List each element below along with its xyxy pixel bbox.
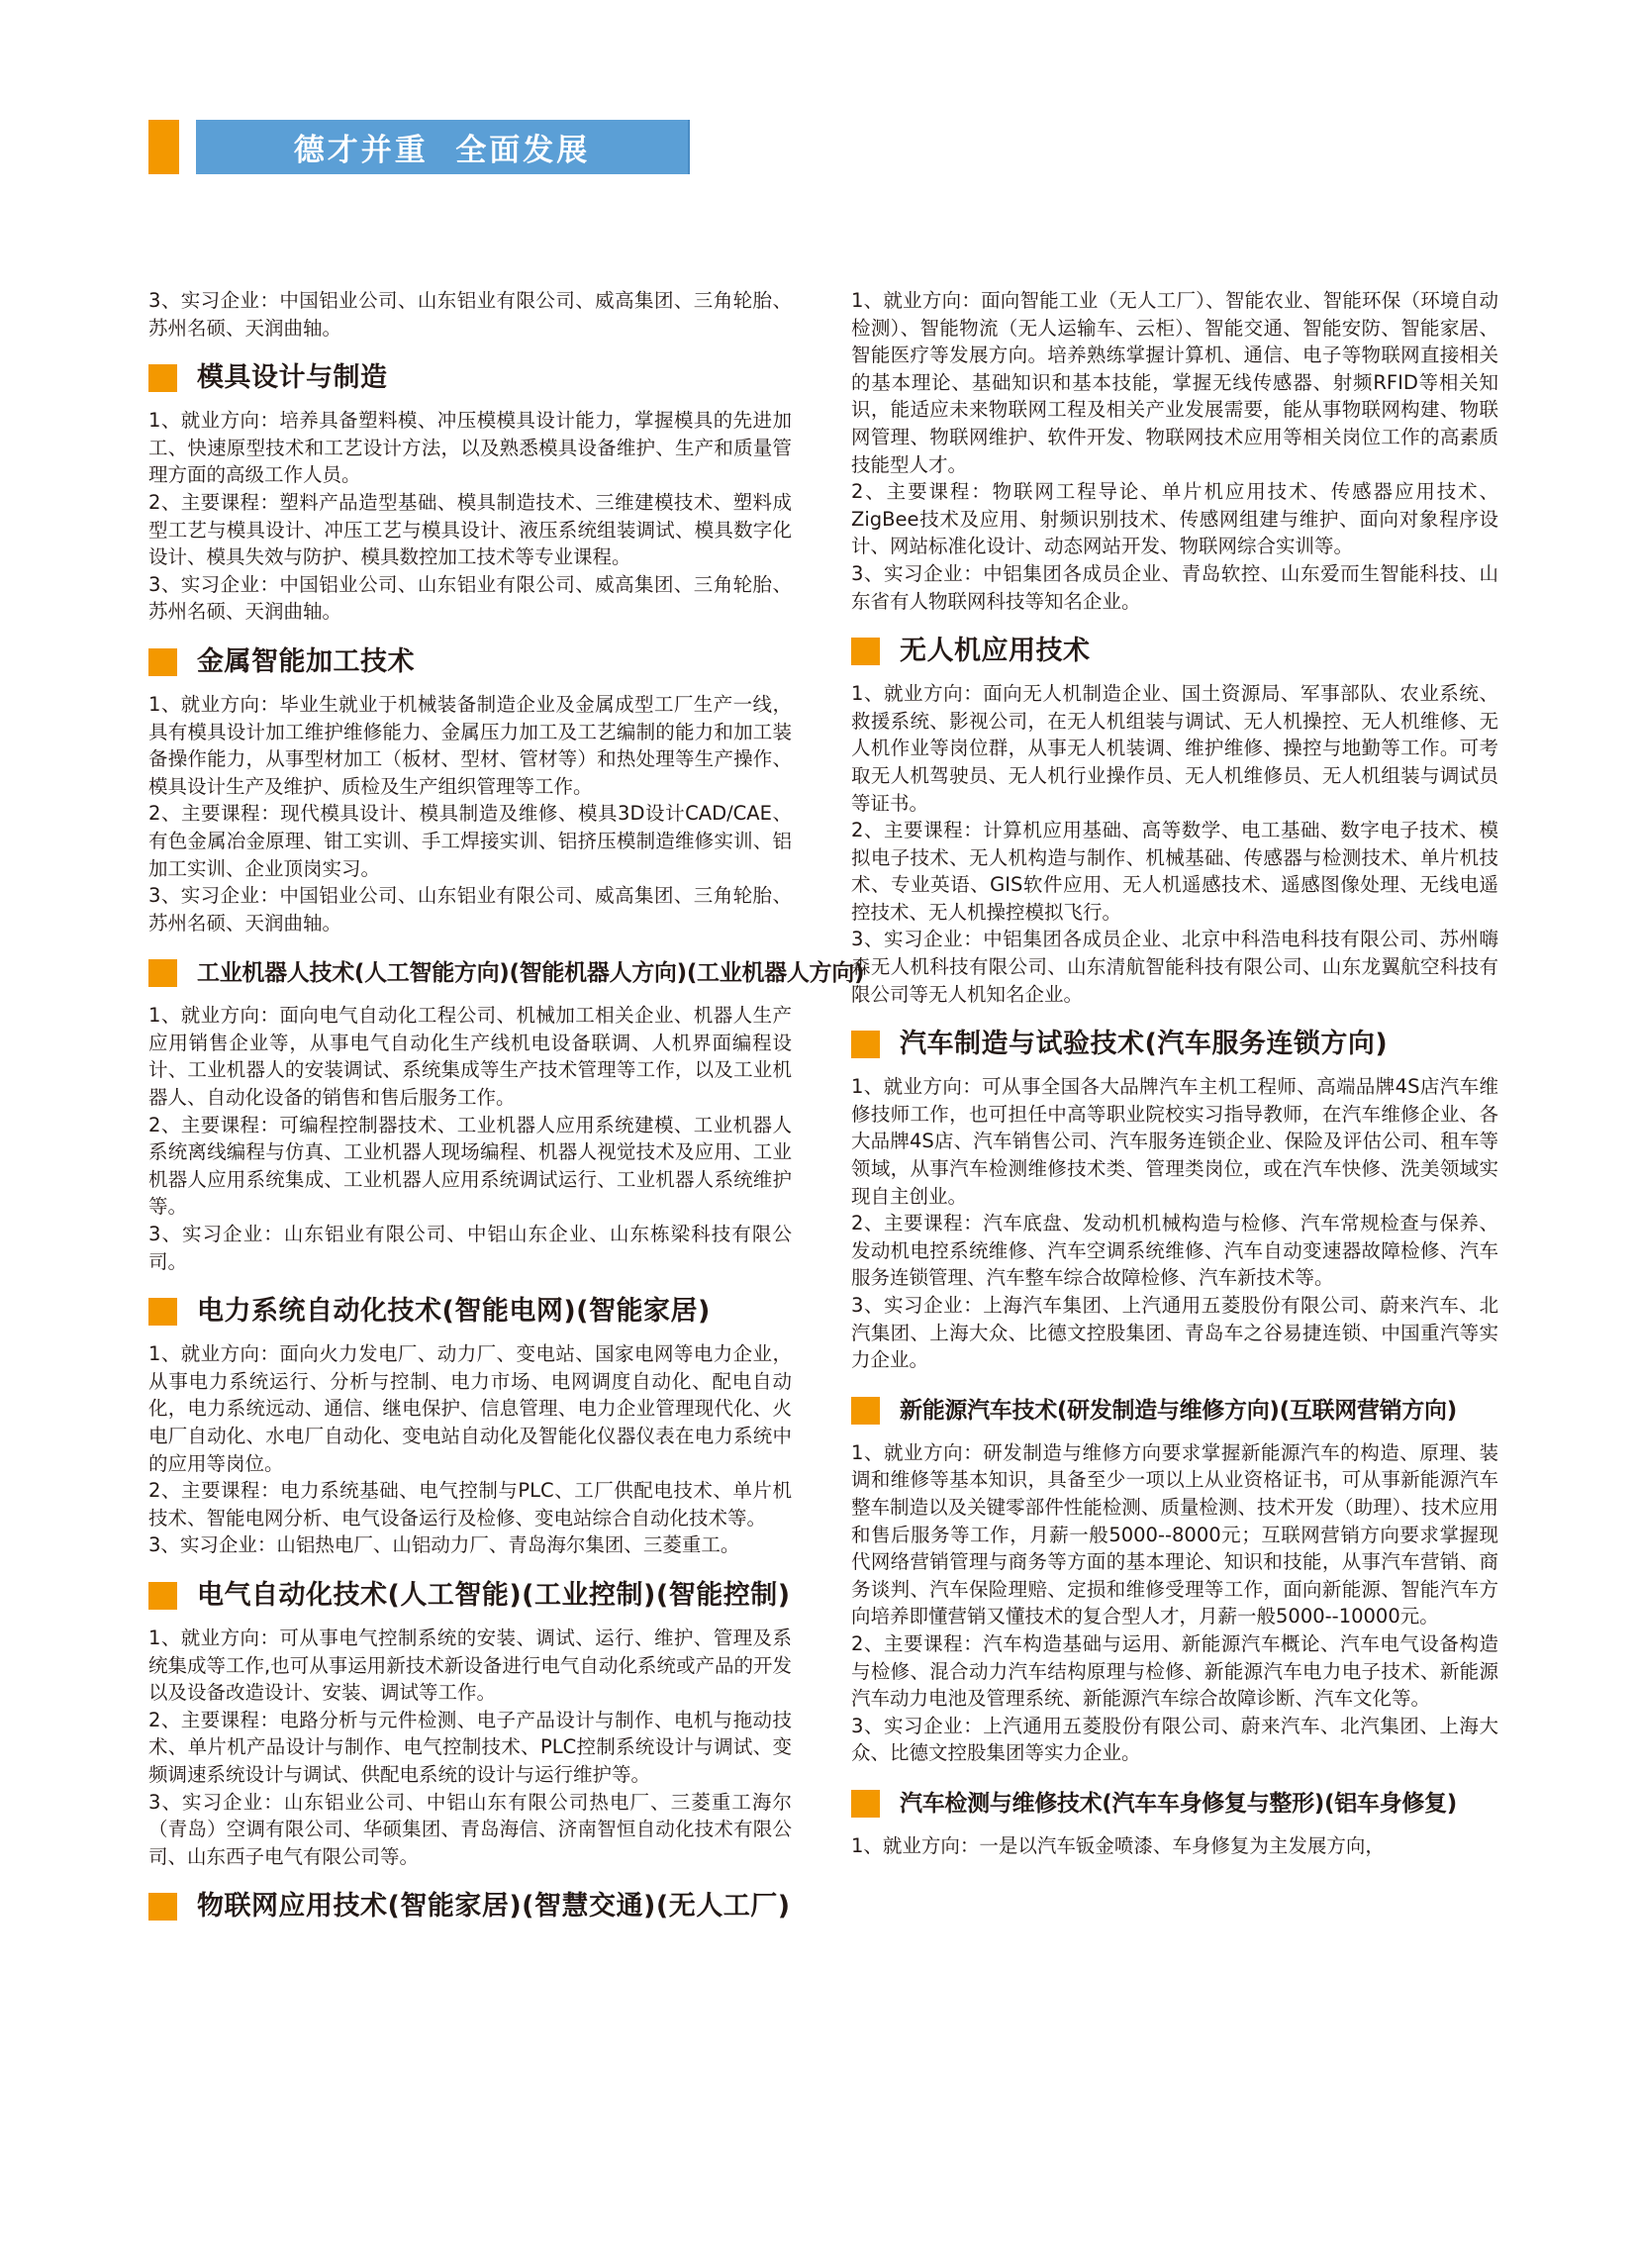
section-heading (148, 645, 792, 679)
section-title: 汽车制造与试验技术(汽车服务连锁方向) (900, 1029, 1389, 1060)
section-heading (148, 956, 865, 990)
section-paragraph: 3、实习企业：山铝热电厂、山铝动力厂、青岛海尔集团、三菱重工。 (148, 1533, 740, 1557)
major-section (148, 1579, 792, 1870)
lead-paragraph: 3、实习企业：中国铝业公司、山东铝业有限公司、威高集团、三角轮胎、苏州名硕、天润曲轴。 (148, 289, 792, 340)
lead-paragraph: 3、实习企业：中铝集团各成员企业、青岛软控、山东爱而生智能科技、山东省有人物联网科技等知名企业。 (851, 561, 1498, 613)
section-paragraph: 3、实习企业：山东铝业公司、中铝山东有限公司热电厂、三菱重工海尔（青岛）空调有限公司、华硕集团、青岛海信、济南智恒自动化技术有限公司、山东西子电气有限公司等。 (148, 1790, 792, 1868)
section-paragraph: 2、主要课程：塑料产品造型基础、模具制造技术、三维建模技术、塑料成型工艺与模具设计、冲压工艺与模具设计、液压系统组装调试、模具数字化设计、模具失效与防护、模具数控加工技术等专业课程。 (148, 490, 792, 569)
section-title: 工业机器人技术(人工智能方向)(智能机器人方向)(工业机器人方向) (197, 960, 865, 987)
section-title: 无人机应用技术 (900, 636, 1091, 667)
section-paragraph: 1、就业方向：面向电气自动化工程公司、机械加工相关企业、机器人生产应用销售企业等，从事电气自动化生产线机电设备联调、人机界面编程设计、工业机器人的安装调试、系统集成等生产技术管理等工作，以及工业机器人、自动化设备的销售和售后服务工作。 (148, 1004, 792, 1110)
section-title: 电气自动化技术(人工智能)(工业控制)(智能控制) (197, 1579, 791, 1611)
section-heading (851, 1787, 1498, 1821)
square-bullet-icon (148, 1582, 177, 1610)
section-paragraph: 2、主要课程：汽车底盘、发动机机械构造与检修、汽车常规检查与保养、发动机电控系统维修、汽车空调系统维修、汽车自动变速器故障检修、汽车服务连锁管理、汽车整车综合故障检修、汽车新技术等。 (851, 1212, 1498, 1290)
lead-paragraph: 1、就业方向：面向智能工业（无人工厂）、智能农业、智能环保（环境自动检测）、智能物流（无人运输车、云柜）、智能交通、智能安防、智能家居、智能医疗等发展方向。培养熟练掌握计算机、通信、电子等物联网直接相关的基本理论、基础知识和基本技能，掌握无线传感器、射频RFID等相关知识，能适应未来物联网工程及相关产业发展需要，能从事物联网构建、物联网管理、物联网维护、软件开发、物联网技术应用等相关岗位工作的高素质技能型人才。 (851, 289, 1498, 476)
major-section (148, 1890, 792, 1923)
section-paragraph: 3、实习企业：上汽通用五菱股份有限公司、蔚来汽车、北汽集团、上海大众、比德文控股集团等实力企业。 (851, 1714, 1498, 1765)
section-paragraph: 2、主要课程：可编程控制器技术、工业机器人应用系统建模、工业机器人系统离线编程与仿真、工业机器人现场编程、机器人视觉技术及应用、工业机器人应用系统集成、工业机器人应用系统调试运行、工业机器人系统维护等。 (148, 1113, 792, 1219)
square-bullet-icon (851, 1031, 880, 1058)
square-bullet-icon (851, 638, 880, 665)
section-paragraph: 1、就业方向：一是以汽车钣金喷漆、车身修复为主发展方向， (851, 1833, 1385, 1857)
right-column (851, 287, 1498, 1860)
major-section (851, 1394, 1498, 1767)
page-title: 德才并重 全面发展 (293, 133, 591, 168)
section-heading (851, 635, 1498, 668)
square-bullet-icon (148, 648, 177, 676)
square-bullet-icon (148, 364, 177, 392)
major-section (148, 361, 792, 626)
square-bullet-icon (148, 1893, 177, 1921)
square-bullet-icon (148, 959, 177, 987)
section-paragraph: 2、主要课程：电路分析与元件检测、电子产品设计与制作、电机与拖动技术、单片机产品设计与制作、电气控制技术、PLC控制系统设计与调试、变频调速系统设计与调试、供配电系统的设计与运行维护等。 (148, 1708, 792, 1786)
section-paragraph: 1、就业方向：可从事电气控制系统的安装、调试、运行、维护、管理及系统集成等工作,也可从事运用新技术新设备进行电气自动化系统或产品的开发以及设备改造设计、安装、调试等工作。 (148, 1626, 792, 1705)
section-paragraph: 1、就业方向：面向无人机制造企业、国土资源局、军事部队、农业系统、救援系统、影视公司，在无人机组装与调试、无人机操控、无人机维修、无人机作业等岗位群，从事无人机装调、维护维修、操控与地勤等工作。可考取无人机驾驶员、无人机行业操作员、无人机维修员、无人机组装与调试员等证书。 (851, 682, 1498, 815)
section-paragraph: 3、实习企业：上海汽车集团、上汽通用五菱股份有限公司、蔚来汽车、北汽集团、上海大众、比德文控股集团、青岛车之谷易捷连锁、中国重汽等实力企业。 (851, 1294, 1498, 1372)
section-title: 汽车检测与维修技术(汽车车身修复与整形)(铝车身修复) (900, 1790, 1457, 1817)
page-banner (196, 120, 690, 174)
left-column (148, 287, 865, 1935)
section-title: 模具设计与制造 (197, 362, 388, 394)
section-heading (148, 361, 792, 395)
major-section (148, 645, 792, 937)
section-title: 物联网应用技术(智能家居)(智慧交通)(无人工厂) (197, 1891, 791, 1923)
major-section (148, 956, 865, 1275)
major-section (851, 635, 1498, 1008)
section-heading (851, 1394, 1498, 1428)
square-bullet-icon (851, 1790, 880, 1818)
major-section (148, 1295, 792, 1559)
square-bullet-icon (148, 1298, 177, 1326)
section-heading (148, 1579, 792, 1613)
section-title: 金属智能加工技术 (197, 645, 415, 677)
section-paragraph: 3、实习企业：中铝集团各成员企业、北京中科浩电科技有限公司、苏州嗨森无人机科技有限公司、山东清航智能科技有限公司、山东龙翼航空科技有限公司等无人机知名企业。 (851, 928, 1498, 1006)
section-title: 新能源汽车技术(研发制造与维修方向)(互联网营销方向) (900, 1397, 1457, 1424)
section-paragraph: 1、就业方向：毕业生就业于机械装备制造企业及金属成型工厂生产一线，具有模具设计加工维护维修能力、金属压力加工及工艺编制的能力和加工装备操作能力，从事型材加工（板材、型材、管材等）和热处理等生产操作、模具设计生产及维护、质检及生产组织管理等工作。 (148, 692, 792, 798)
section-paragraph: 3、实习企业：山东铝业有限公司、中铝山东企业、山东栋梁科技有限公司。 (148, 1223, 792, 1273)
section-paragraph: 3、实习企业：中国铝业公司、山东铝业有限公司、威高集团、三角轮胎、苏州名硕、天润曲轴。 (148, 572, 792, 624)
section-paragraph: 2、主要课程：汽车构造基础与运用、新能源汽车概论、汽车电气设备构造与检修、混合动力汽车结构原理与检修、新能源汽车电力电子技术、新能源汽车动力电池及管理系统、新能源汽车综合故障诊断、汽车文化等。 (851, 1631, 1498, 1711)
major-section (851, 1028, 1498, 1374)
major-section (851, 1787, 1498, 1860)
section-heading (148, 1890, 792, 1923)
section-paragraph: 3、实习企业：中国铝业公司、山东铝业有限公司、威高集团、三角轮胎、苏州名硕、天润曲轴。 (148, 884, 792, 935)
section-paragraph: 1、就业方向：面向火力发电厂、动力厂、变电站、国家电网等电力企业，从事电力系统运行、分析与控制、电力市场、电网调度自动化、配电自动化，电力系统远动、通信、继电保护、信息管理、电力企业管理现代化、火电厂自动化、水电厂自动化、变电站自动化及智能化仪器仪表在电力系统中的应用等岗位。 (148, 1342, 792, 1475)
section-paragraph: 2、主要课程：电力系统基础、电气控制与PLC、工厂供配电技术、单片机技术、智能电网分析、电气设备运行及检修、变电站综合自动化技术等。 (148, 1479, 792, 1529)
section-paragraph: 1、就业方向：培养具备塑料模、冲压模模具设计能力，掌握模具的先进加工、快速原型技术和工艺设计方法，以及熟悉模具设备维护、生产和质量管理方面的高级工作人员。 (148, 409, 792, 487)
section-heading (851, 1028, 1498, 1061)
section-paragraph: 1、就业方向：可从事全国各大品牌汽车主机工程师、高端品牌4S店汽车维修技师工作，也可担任中高等职业院校实习指导教师，在汽车维修企业、各大品牌4S店、汽车销售公司、汽车服务连锁企业、保险及评估公司、租车等领域，从事汽车检测维修技术类、管理类岗位，或在汽车快修、洗美领域实现自主创业。 (851, 1075, 1498, 1208)
section-paragraph: 1、就业方向：研发制造与维修方向要求掌握新能源汽车的构造、原理、装调和维修等基本知识，具备至少一项以上从业资格证书，可从事新能源汽车整车制造以及关键零部件性能检测、质量检测、技术开发（助理）、技术应用和售后服务等工作，月薪一般5000--8000元；互联网营销方向要求掌握现代网络营销管理与商务等方面的基本理论、知识和技能，从事汽车营销、商务谈判、汽车保险理赔、定损和维修受理等工作，面向新能源、智能汽车方向培养即懂营销又懂技术的复合型人才，月薪一般5000--10000元。 (851, 1440, 1498, 1628)
section-paragraph: 2、主要课程：计算机应用基础、高等数学、电工基础、数字电子技术、模拟电子技术、无人机构造与制作、机械基础、传感器与检测技术、单片机技术、专业英语、GIS软件应用、无人机遥感技术、遥感图像处理、无线电遥控技术、无人机操控模拟飞行。 (851, 819, 1498, 924)
square-bullet-icon (851, 1397, 880, 1425)
section-title: 电力系统自动化技术(智能电网)(智能家居) (197, 1296, 711, 1328)
section-paragraph: 2、主要课程：现代模具设计、模具制造及维修、模具3D设计CAD/CAE、有色金属冶金原理、钳工实训、手工焊接实训、铝挤压模制造维修实训、铝加工实训、企业顶岗实习。 (148, 802, 792, 880)
lead-paragraph: 2、主要课程：物联网工程导论、单片机应用技术、传感器应用技术、ZigBee技术及应用、射频识别技术、传感网组建与维护、面向对象程序设计、网站标准化设计、动态网站开发、物联网综合实训等。 (851, 480, 1498, 558)
section-heading (148, 1295, 792, 1329)
banner-accent-bar (148, 120, 179, 174)
